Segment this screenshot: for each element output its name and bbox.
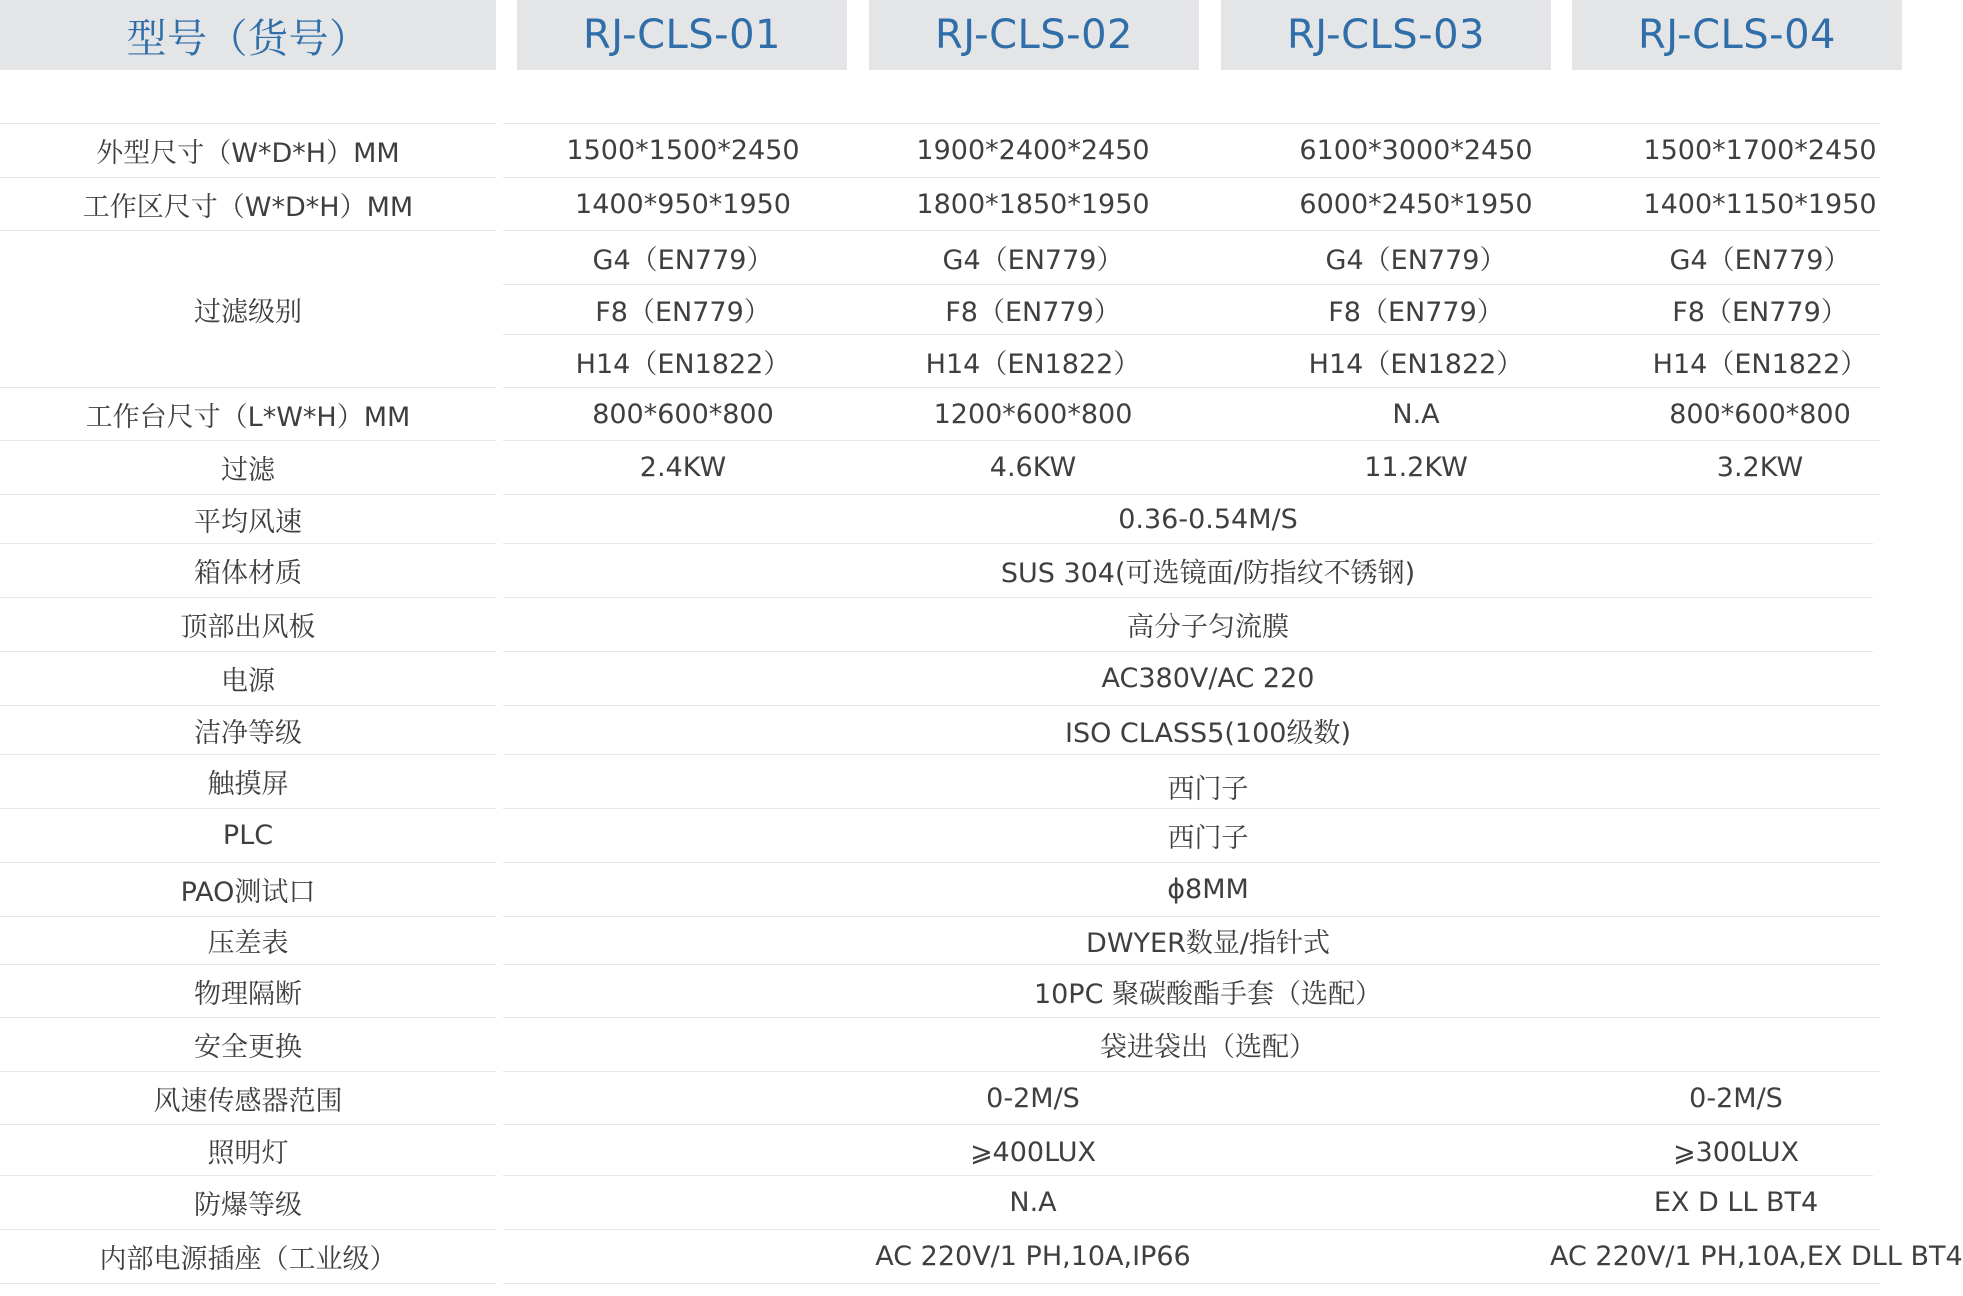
- outer-size-model-1: 1500*1500*2450: [566, 135, 800, 166]
- explosion-proof-models-1-3: N.A: [1009, 1187, 1057, 1218]
- header-model-3: RJ-CLS-03: [1221, 0, 1551, 70]
- socket-models-1-3: AC 220V/1 PH,10A,IP66: [875, 1241, 1191, 1272]
- row-label-lighting: 照明灯: [207, 1137, 289, 1169]
- header-model-label: 型号（货号）: [0, 0, 496, 70]
- row-label-avg-airspeed: 平均风速: [194, 506, 302, 538]
- bench-size-model-1: 800*600*800: [592, 398, 774, 430]
- cabinet-material-value: SUS 304(可选镜面/防指纹不锈钢): [1000, 558, 1416, 589]
- plc-value: 西门子: [1167, 823, 1249, 854]
- row-label-outer-size: 外型尺寸（W*D*H）MM: [96, 138, 400, 169]
- filter-power-model-3: 11.2KW: [1364, 452, 1468, 483]
- row-label-pao-port: PAO测试口: [180, 877, 316, 908]
- touchscreen-value: 西门子: [1167, 774, 1249, 805]
- work-area-model-3: 6000*2450*1950: [1299, 188, 1533, 220]
- lighting-models-1-3: ⩾400LUX: [969, 1136, 1097, 1168]
- bench-size-model-2: 1200*600*800: [933, 398, 1133, 430]
- clean-class-value: ISO CLASS5(100级数): [1065, 717, 1351, 749]
- outer-size-model-2: 1900*2400*2450: [916, 135, 1150, 166]
- filter-power-model-2: 4.6KW: [989, 452, 1077, 483]
- row-label-filter-power: 过滤: [221, 455, 275, 486]
- row-label-top-outlet: 顶部出风板: [180, 612, 316, 643]
- filter-h14-model-3: H14（EN1822）: [1308, 348, 1524, 380]
- filter-f8-model-1: F8（EN779）: [595, 297, 771, 328]
- filter-g4-model-3: G4（EN779）: [1325, 245, 1507, 276]
- outer-size-model-4: 1500*1700*2450: [1643, 135, 1877, 166]
- work-area-model-1: 1400*950*1950: [575, 188, 791, 220]
- header-model-4: RJ-CLS-04: [1572, 0, 1902, 70]
- filter-h14-model-1: H14（EN1822）: [575, 348, 791, 380]
- work-area-model-4: 1400*1150*1950: [1643, 188, 1877, 220]
- filter-f8-model-3: F8（EN779）: [1328, 297, 1504, 328]
- airspeed-sensor-models-1-3: 0-2M/S: [986, 1082, 1080, 1114]
- filter-power-model-1: 2.4KW: [639, 452, 727, 483]
- work-area-model-2: 1800*1850*1950: [916, 188, 1150, 220]
- bench-size-model-4: 800*600*800: [1669, 398, 1851, 430]
- row-label-airspeed-sensor: 风速传感器范围: [153, 1085, 343, 1117]
- row-label-pressure-gauge: 压差表: [207, 928, 289, 959]
- row-label-power-supply: 电源: [221, 666, 275, 697]
- row-label-explosion-proof: 防爆等级: [194, 1190, 302, 1221]
- airspeed-sensor-model-4: 0-2M/S: [1689, 1082, 1783, 1114]
- top-outlet-value: 高分子匀流膜: [1127, 612, 1289, 643]
- avg-airspeed-value: 0.36-0.54M/S: [1118, 503, 1298, 535]
- row-label-isolation: 物理隔断: [194, 978, 302, 1010]
- header-model-2: RJ-CLS-02: [869, 0, 1199, 70]
- row-label-bench-size: 工作台尺寸（L*W*H）MM: [85, 401, 411, 433]
- filter-power-model-4: 3.2KW: [1716, 452, 1804, 483]
- row-label-filter-grade: 过滤级别: [194, 296, 302, 328]
- row-label-plc: PLC: [222, 820, 274, 851]
- row-label-socket: 内部电源插座（工业级）: [99, 1244, 397, 1275]
- row-label-work-area: 工作区尺寸（W*D*H）MM: [82, 191, 414, 223]
- socket-model-4: AC 220V/1 PH,10A,EX DLL BT4: [1550, 1241, 1963, 1272]
- bench-size-model-3: N.A: [1392, 398, 1440, 430]
- explosion-proof-model-4: EX D LL BT4: [1653, 1187, 1819, 1218]
- filter-g4-model-2: G4（EN779）: [942, 245, 1124, 276]
- safe-change-value: 袋进袋出（选配）: [1100, 1032, 1316, 1063]
- row-label-safe-change: 安全更换: [194, 1032, 302, 1063]
- lighting-model-4: ⩾300LUX: [1672, 1136, 1800, 1168]
- filter-f8-model-4: F8（EN779）: [1672, 297, 1848, 328]
- filter-h14-model-2: H14（EN1822）: [925, 348, 1141, 380]
- row-label-cabinet-material: 箱体材质: [194, 558, 302, 589]
- filter-g4-model-1: G4（EN779）: [592, 245, 774, 276]
- power-supply-value: AC380V/AC 220: [1101, 663, 1315, 694]
- filter-h14-model-4: H14（EN1822）: [1652, 348, 1868, 380]
- outer-size-model-3: 6100*3000*2450: [1299, 135, 1533, 166]
- filter-f8-model-2: F8（EN779）: [945, 297, 1121, 328]
- row-label-clean-class: 洁净等级: [194, 717, 302, 749]
- row-label-touchscreen: 触摸屏: [207, 769, 289, 800]
- pressure-gauge-value: DWYER数显/指针式: [1086, 928, 1330, 959]
- isolation-value: 10PC 聚碳酸酯手套（选配）: [1033, 978, 1383, 1010]
- header-model-1: RJ-CLS-01: [517, 0, 847, 70]
- pao-port-value: ϕ8MM: [1167, 874, 1249, 905]
- filter-g4-model-4: G4（EN779）: [1669, 245, 1851, 276]
